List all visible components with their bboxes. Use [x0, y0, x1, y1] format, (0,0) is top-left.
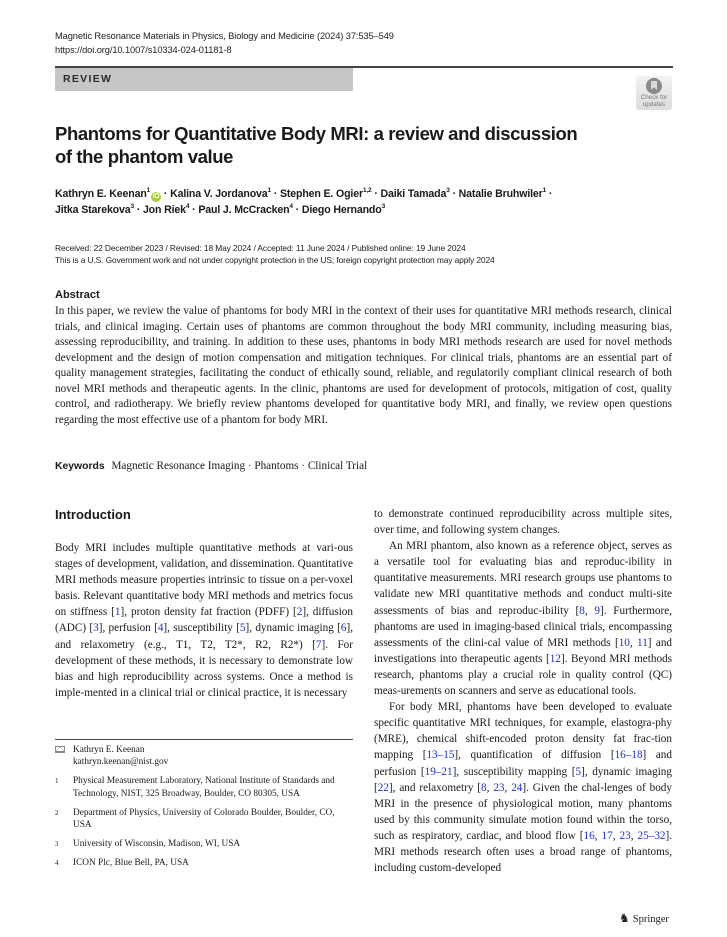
intro-paragraph-2: An MRI phantom, also known as a reference object, serves as a versatile tool for evaluating bias and reproduc-ibility in quantitative measurements. MRI research groups use phantoms to validate new MRI quantitative methods and conduct multi-site assessments of bias and reproduc-ibility [8, 9]. Furthermore, phantoms are used in imaging-based clinical trials, encompassing assessments of the clini-cal value of MRI methods [10, 11] and investigations into therapeutic agents [12]. Beyond MRI methods research, phantoms play a crucial role in quality control (QC) meas-urements on scanners and serve as educational tools.: [374, 540, 673, 698]
intro-paragraph-3: For body MRI, phantoms have been developed to evaluate specific quantitative MRI techniques, for example, elastogra-phy (MRE), chemical shift-encoded proton density fat frac-tion mapping [13–15], quantification of diffusion [16–18] and perfusion [19–21], susceptibility mapping [5], dynamic imaging [22], and relaxometry [8, 23, 24]. Given the chal-lenges of body MRI in the presence of physiological motion, many phantoms used by this community simulate motion found within the torso, such as respiratory, cardiac, and blood flow [16, 17, 23, 25–32]. MRI methods research often uses a broad range of phantoms, including custom-developed: [374, 701, 673, 875]
corresponding-author-name: Kathryn E. Keenan: [73, 745, 145, 755]
citation-link[interactable]: 8: [579, 604, 585, 617]
citation-link[interactable]: 25–32: [637, 829, 666, 842]
citation-link[interactable]: 23: [493, 781, 505, 794]
journal-header: [55, 29, 394, 57]
author[interactable]: Paul J. McCracken$^4$: [198, 203, 293, 216]
citation-link[interactable]: 5: [239, 622, 246, 635]
author[interactable]: Kalina V. Jordanova$^1$: [170, 187, 271, 200]
affiliation: 3 University of Wisconsin, Madison, WI, USA: [55, 839, 241, 850]
abstract-heading: Abstract: [55, 289, 100, 301]
citation-link[interactable]: 22: [377, 781, 389, 794]
check-updates-line2: updates: [642, 100, 666, 108]
publisher-name: Springer: [632, 914, 669, 925]
author[interactable]: Kathryn E. Keenan$^1$: [55, 187, 151, 200]
date-history: Received: 22 December 2023 / Revised: 18 May 2024 / Accepted: 11 June 2024 / Published online: 19 June 2024: [55, 243, 466, 253]
title-line-2: of the phantom value: [55, 146, 234, 167]
keywords: [55, 460, 367, 472]
publication-dates: [55, 242, 675, 266]
citation-link[interactable]: 10: [618, 636, 630, 649]
citation-link[interactable]: 13–15: [426, 749, 455, 762]
citation-link[interactable]: 1: [114, 606, 121, 619]
corresponding-author: [55, 744, 353, 768]
section-heading-introduction: Introduction: [55, 507, 131, 522]
abstract-text: In this paper, we review the value of phantoms for body MRI in the context of their uses for quantitative MRI methods research, clinical trials, and clinical imaging. Certain uses of phantoms are common throughout the body MRI community, including measuring bias, assessing reproducibility, and training. In addition to these uses, phantoms in body MRI methods research are used for novel methods development and the design of motion compensation and mitigation techniques. For clinical trials, phantoms are an essential part of quality management strategies, facilitating the conduct of ethically sound, reliable, and regulatorily compliant clinical research of both novel MRI methods and therapeutic agents. In the clinic, phantoms are used for development of protocols, mitigation of cost, quality control, and radiotherapy. We briefly review phantoms developed for quantitative body MRI, and finally, we review open questions regarding the most effective use of a phantom for body MRI.: [55, 305, 672, 426]
citation-link[interactable]: 4: [157, 622, 164, 635]
title-line-1: Phantoms for Quantitative Body MRI: a review and discussion: [55, 123, 578, 144]
author[interactable]: Jon Riek$^4$: [142, 203, 190, 216]
check-updates-line1: Check for: [640, 94, 668, 101]
citation-link[interactable]: 16–18: [614, 749, 643, 762]
left-column: [55, 540, 353, 701]
journal-citation: Magnetic Resonance Materials in Physics, Biology and Medicine (2024) 37:535–549: [55, 31, 394, 41]
citation-link[interactable]: 19–21: [424, 765, 453, 778]
affiliation: 1 Physical Measurement Laboratory, National Institute of Standards and Technology, NIST, 325 Broadway, Boulder, CO 80305, USA: [55, 776, 335, 799]
check-for-updates-button[interactable]: [636, 76, 672, 110]
article-type-bar: [55, 68, 353, 91]
copyright-notice: This is a U.S. Government work and not under copyright protection in the US; foreign copyright protection may apply 2024: [55, 255, 495, 265]
author[interactable]: Diego Hernando$^3$: [301, 203, 386, 216]
publisher-logo: [619, 911, 669, 926]
author[interactable]: Daiki Tamada$^3$: [380, 187, 450, 200]
keywords-heading: Keywords: [55, 461, 105, 472]
citation-link[interactable]: 11: [637, 636, 648, 649]
bookmark-icon: [646, 78, 662, 94]
citation-link[interactable]: 17: [601, 829, 613, 842]
citation-link[interactable]: 7: [315, 638, 322, 651]
springer-horse-icon: ♞: [619, 911, 630, 925]
footnote-rule: [55, 739, 353, 740]
citation-link[interactable]: 9: [594, 604, 601, 617]
author-list: Kathryn E. Keenan$^1$iD · Kalina V. Jordanova$^1$ · Stephen E. Ogier$^{1,2}$ · Daiki Tamada$^3$ · Natalie Bruhwiler$^1$ · Jitka Starekova$^3$ · Jon Riek$^4$ · Paul J. McCracken$^4$ · Diego Hernando$^3$: [55, 187, 553, 216]
right-column: [374, 506, 672, 876]
citation-link[interactable]: 3: [93, 622, 99, 635]
doi-link[interactable]: https://doi.org/10.1007/s10334-024-01181-8: [55, 45, 232, 55]
envelope-icon: [55, 746, 65, 753]
affiliation: 4 ICON Plc, Blue Bell, PA, USA: [55, 858, 189, 869]
orcid-icon[interactable]: iD: [152, 193, 160, 200]
citation-link[interactable]: 23: [619, 829, 631, 842]
affiliation: 2 Department of Physics, University of Colorado Boulder, Boulder, CO, USA: [55, 807, 335, 831]
citation-link[interactable]: 6: [340, 622, 347, 635]
citation-link[interactable]: 16: [583, 829, 595, 842]
intro-paragraph-1: Body MRI includes multiple quantitative methods at vari-ous stages of development, validation, and dissemination. Quantitative MRI methods measure properties intrinsic to tissue on a per-voxel basis. Relevant quantitative body MRI methods and metrics focus on stiffness [1], proton density fat fraction (PDFF) [2], diffusion (ADC) [3], perfusion [4], susceptibility [5], dynamic imaging [6], and relaxometry (e.g., T1, T2, T2*, R2, R2*) [7]. For development of these methods, it is necessary to demonstrate low bias and high reproducibility across systems. Once a method is imple-mented in a clinical trial or clinical practice, it is necessary: [55, 542, 353, 699]
author[interactable]: Jitka Starekova$^3$: [55, 203, 134, 216]
corresponding-author-email[interactable]: kathryn.keenan@nist.gov: [73, 757, 169, 768]
citation-link[interactable]: 5: [575, 765, 582, 778]
citation-link[interactable]: 8: [481, 781, 487, 794]
citation-link[interactable]: 24: [511, 781, 523, 794]
citation-link[interactable]: 2: [296, 606, 303, 619]
citation-link[interactable]: 12: [549, 652, 561, 665]
intro-paragraph-1-cont: to demonstrate continued reproducibility across multiple sites, over time, and following system changes.: [374, 508, 672, 537]
author[interactable]: Natalie Bruhwiler$^1$: [458, 187, 547, 200]
footnotes: [55, 744, 353, 877]
keywords-list: Magnetic Resonance Imaging · Phantoms · Clinical Trial: [111, 460, 368, 472]
article-type-label: REVIEW: [63, 73, 113, 85]
article-title: [55, 122, 615, 168]
author[interactable]: Stephen E. Ogier$^{1,2}$: [279, 187, 372, 200]
